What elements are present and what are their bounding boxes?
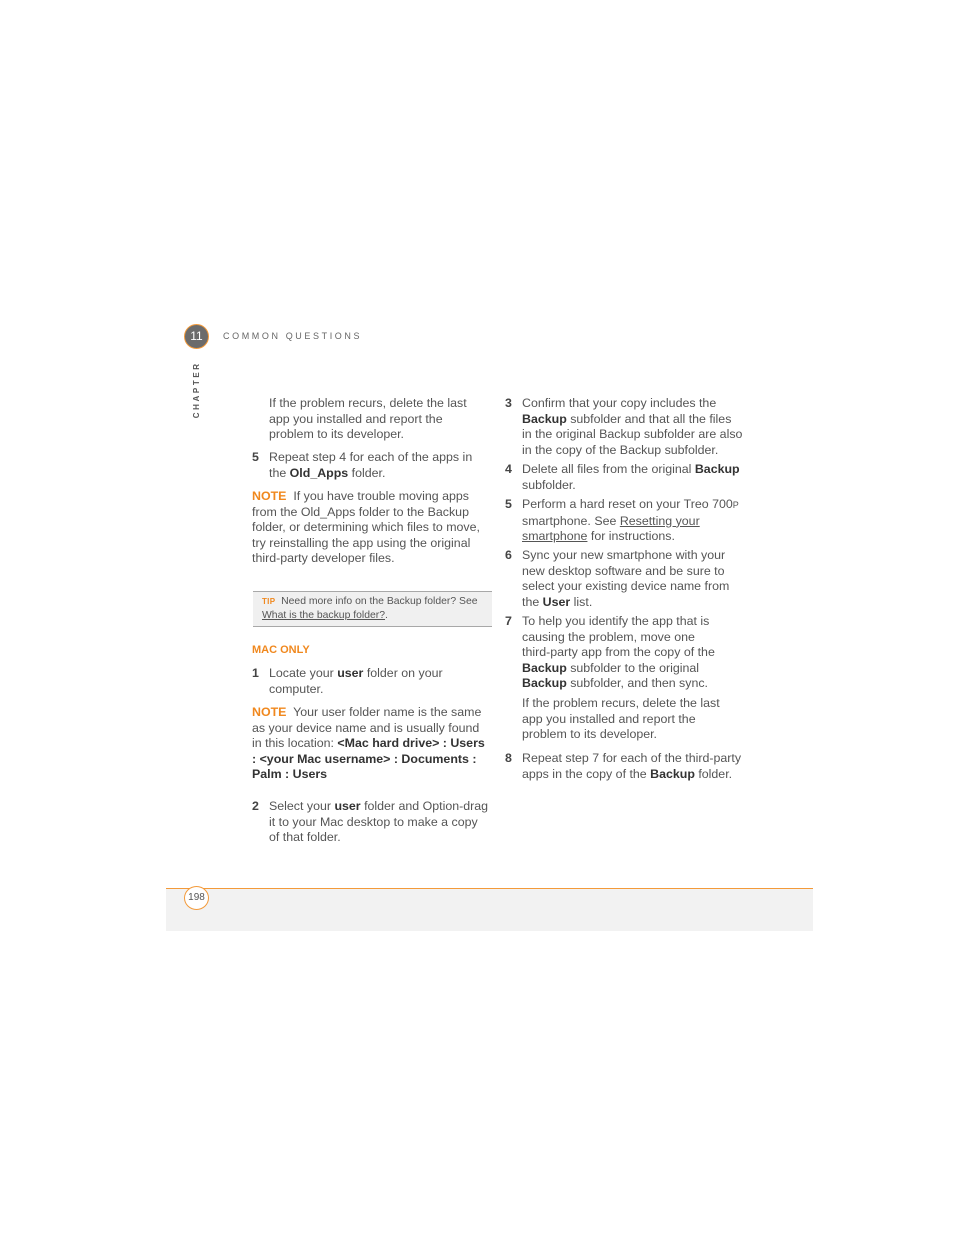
- step-text-part: Select your: [269, 799, 335, 813]
- step-text: [269, 450, 491, 481]
- chapter-label-text: CHAPTER: [192, 361, 202, 419]
- step-text-part: Repeat step 4 for each of the apps in the: [269, 450, 473, 480]
- note-text: Your user folder name is the same as your device name and is usually found in this location:: [252, 705, 482, 751]
- note-label: NOTE: [252, 489, 287, 503]
- tip-label: TIP: [262, 597, 276, 606]
- step-text-part: folder on your computer.: [269, 666, 443, 696]
- step-text-part: Repeat step 7 for each of the third-party apps in the copy of the: [522, 751, 742, 781]
- step-number: 1: [252, 666, 259, 680]
- step-text-part: smartphone. See: [522, 513, 620, 528]
- step-text-part: Sync your new smartphone with your new desktop software and be sure to select your existing device name from the: [522, 548, 730, 609]
- step-text-part: Confirm that your copy includes the: [522, 396, 717, 410]
- intro-paragraph: If the problem recurs, delete the last app you installed and report the problem to its developer.: [269, 396, 467, 442]
- note-label: NOTE: [252, 705, 287, 719]
- backup-folder-name: Backup: [650, 766, 695, 781]
- tip-text: Need more info on the Backup folder? See: [281, 596, 478, 607]
- chapter-title: COMMON QUESTIONS: [223, 331, 363, 341]
- step-text-part: subfolder, and then sync.: [566, 676, 708, 691]
- step-text: [522, 396, 744, 458]
- step-text: [522, 548, 744, 610]
- backup-folder-name: Backup: [522, 660, 567, 675]
- step-text-part: for instructions.: [587, 529, 675, 544]
- step-text: [269, 666, 474, 697]
- step-number: 5: [252, 450, 259, 464]
- step-number: 6: [505, 548, 512, 562]
- page-number: 198: [184, 886, 209, 910]
- tip-box: [253, 591, 492, 627]
- note-trouble-moving: [252, 489, 490, 567]
- step-text-part: Delete all files from the original: [522, 462, 695, 476]
- step-text: [522, 614, 726, 692]
- backup-folder-name: Backup: [522, 411, 567, 426]
- step-text-part: list.: [570, 594, 593, 609]
- step-number: 3: [505, 396, 512, 410]
- step-text-part: To help you identify the app that is causing the problem, move one third-party app from the copy of the: [522, 614, 715, 660]
- step-text-part: folder.: [694, 766, 733, 781]
- note-user-folder: [252, 705, 490, 783]
- step-text-part: subfolder.: [522, 477, 576, 492]
- step-text-part: subfolder to the original: [566, 660, 700, 675]
- note-text: If you have trouble moving apps from the Old_Apps folder to the Backup folder, or determining which files to move, try reinstalling the app using the original third-party developer files.: [252, 489, 480, 566]
- backup-folder-name: Backup: [694, 462, 740, 476]
- step-number: 4: [505, 462, 512, 476]
- step-text: [522, 462, 744, 493]
- resetting-smartphone-link[interactable]: Resetting your smartphone: [522, 513, 700, 544]
- old-apps-folder-name: Old_Apps: [289, 465, 349, 480]
- page-footer: [166, 888, 813, 931]
- user-folder-name: user: [334, 799, 361, 813]
- model-suffix: P: [732, 500, 739, 510]
- step-text: [522, 497, 744, 545]
- step-number: 2: [252, 799, 259, 813]
- chapter-number-badge: 11: [184, 324, 209, 349]
- step-text-part: Perform a hard reset on your Treo 700: [522, 497, 733, 511]
- folder-path: <Mac hard drive> : Users : <your Mac username> : Documents : Palm : Users: [252, 736, 485, 782]
- user-list-name: User: [542, 594, 571, 609]
- step-number: 7: [505, 614, 512, 628]
- mac-only-heading: MAC ONLY: [252, 644, 310, 656]
- step-text-part: folder and Option-drag it to your Mac desktop to make a copy of that folder.: [269, 799, 489, 845]
- step-text-part: subfolder and that all the files in the original Backup subfolder are also in the copy of the Backup subfolder.: [522, 411, 743, 457]
- user-folder-name: user: [337, 666, 364, 680]
- backup-folder-name: Backup: [522, 676, 567, 691]
- step-text: [269, 799, 491, 846]
- backup-folder-link[interactable]: What is the backup folder?: [262, 610, 386, 621]
- step-text: [522, 751, 744, 782]
- step-text-part: Locate your: [269, 666, 338, 680]
- step-7-followup-paragraph: If the problem recurs, delete the last app you installed and report the problem to its developer.: [522, 696, 720, 742]
- step-number: 5: [505, 497, 512, 511]
- step-number: 8: [505, 751, 512, 765]
- tip-end: .: [385, 610, 388, 621]
- step-text-part: folder.: [348, 465, 386, 480]
